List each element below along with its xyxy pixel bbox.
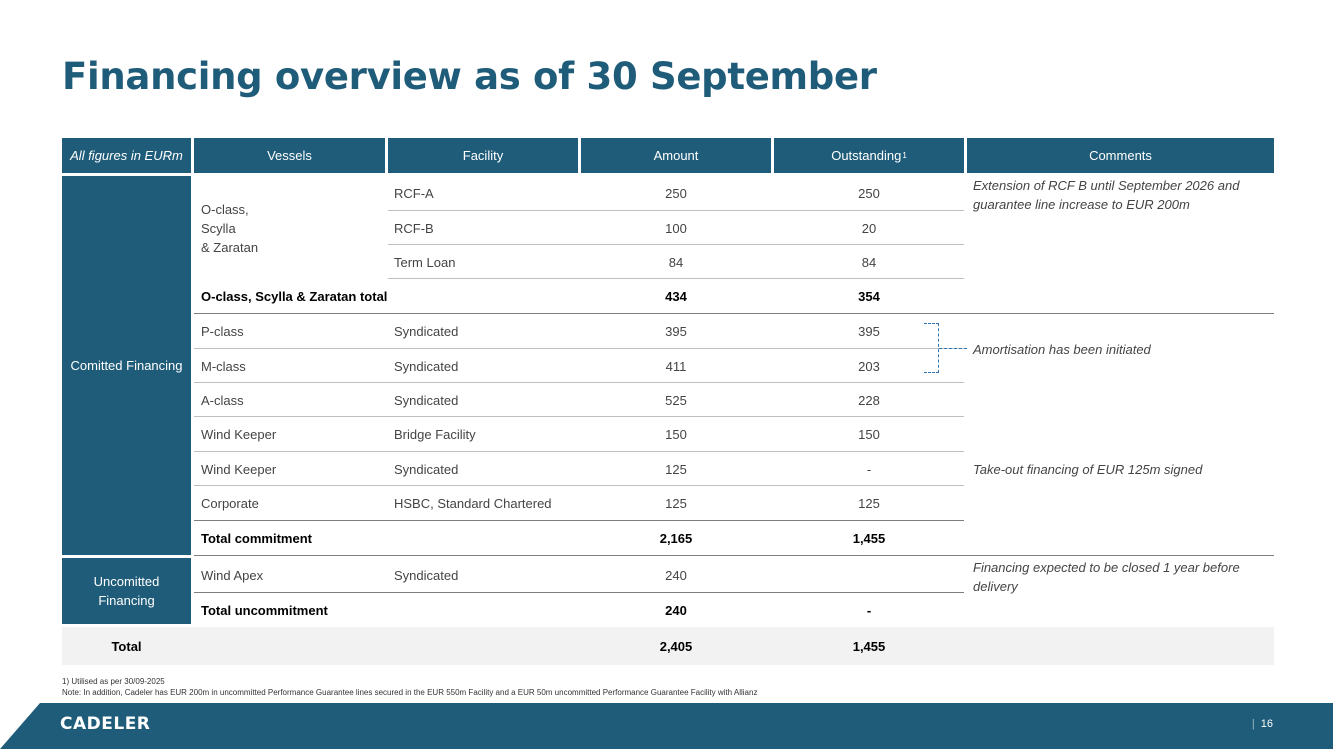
outstanding-cell: 395 <box>858 323 880 339</box>
outstanding-cell <box>774 558 964 592</box>
header-figures-note: All figures in EURm <box>62 138 191 173</box>
comment-takeout: Take-out financing of EUR 125m signed <box>973 462 1203 477</box>
vessel-cell: A-class <box>201 392 244 408</box>
grand-total-amount: 2,405 <box>659 639 693 654</box>
outstanding-cell: 228 <box>858 392 880 408</box>
facility-cell: Bridge Facility <box>394 426 476 442</box>
header-comments: Comments <box>967 138 1274 173</box>
amount-cell: 395 <box>665 323 687 339</box>
vessel-cell: Wind Keeper <box>201 461 277 477</box>
oclass-outstanding-2: 84 <box>861 254 877 270</box>
bracket-connector <box>939 348 967 349</box>
header-outstanding-label: Outstanding <box>831 148 902 163</box>
committed-financing-label: Comitted Financing <box>62 176 191 555</box>
comment-rcf: Extension of RCF B until September 2026 and guarantee line increase to EUR 200m <box>973 178 1240 212</box>
facility-cell: Syndicated <box>394 323 459 339</box>
total-uncommitment-outstanding: - <box>866 602 872 618</box>
oclass-facility-1: RCF-B <box>394 220 434 236</box>
grand-total-label: Total <box>111 639 142 654</box>
amount-cell: 125 <box>665 495 687 511</box>
comment-amortisation: Amortisation has been initiated <box>973 342 1151 357</box>
oclass-total-outstanding: 354 <box>858 288 880 304</box>
facility-cell: HSBC, Standard Chartered <box>394 495 552 511</box>
amount-cell: 411 <box>665 358 687 374</box>
outstanding-cell: 125 <box>858 495 880 511</box>
oclass-vessels: O-class, Scylla & Zaratan <box>201 202 259 255</box>
facility-cell: Syndicated <box>394 461 459 477</box>
header-facility: Facility <box>388 138 578 173</box>
header-outstanding <box>774 138 964 173</box>
oclass-outstanding-1: 20 <box>861 220 877 236</box>
oclass-amount-2: 84 <box>668 254 684 270</box>
total-uncommitment-label: Total uncommitment <box>201 602 328 618</box>
facility-cell: Syndicated <box>394 392 459 408</box>
header-amount: Amount <box>581 138 771 173</box>
footer-notch <box>0 703 40 749</box>
vessel-cell: M-class <box>201 358 246 374</box>
total-commitment-amount: 2,165 <box>659 530 693 546</box>
outstanding-cell: - <box>866 461 872 477</box>
oclass-outstanding-0: 250 <box>858 185 880 201</box>
footnote-note: Note: In addition, Cadeler has EUR 200m in uncommitted Performance Guarantee lines secured in the EUR 550m Facility and a EUR 50m uncommitted Performance Guarantee Facility with Allianz <box>62 688 758 697</box>
oclass-total-amount: 434 <box>665 288 687 304</box>
vessel-cell: Wind Apex <box>201 567 264 583</box>
comment-apex: Financing expected to be closed 1 year before delivery <box>973 560 1240 594</box>
section-divider <box>194 555 1274 556</box>
amortisation-bracket <box>924 323 939 373</box>
oclass-facility-2: Term Loan <box>394 254 456 270</box>
grand-total-outstanding: 1,455 <box>852 639 886 654</box>
outstanding-cell: 203 <box>858 358 880 374</box>
page-number <box>1252 718 1273 730</box>
total-commitment-outstanding: 1,455 <box>852 530 886 546</box>
vessel-cell: P-class <box>201 323 244 339</box>
financing-table <box>62 138 1274 665</box>
facility-cell: Syndicated <box>394 358 459 374</box>
footnote-1: 1) Utilised as per 30/09-2025 <box>62 677 165 686</box>
amount-cell: 525 <box>665 392 687 408</box>
page-separator: | <box>1251 718 1255 730</box>
header-vessels: Vessels <box>194 138 385 173</box>
facility-cell: Syndicated <box>394 567 459 583</box>
oclass-amount-0: 250 <box>665 185 687 201</box>
amount-cell: 150 <box>665 426 687 442</box>
page-number-value: 16 <box>1260 718 1273 730</box>
uncommitted-financing-label: Uncomitted Financing <box>62 558 191 624</box>
oclass-total-label: O-class, Scylla & Zaratan total <box>201 288 388 304</box>
amount-cell: 125 <box>665 461 687 477</box>
page-title: Financing overview as of 30 September <box>62 55 877 98</box>
total-uncommitment-amount: 240 <box>665 602 687 618</box>
outstanding-cell: 150 <box>858 426 880 442</box>
total-commitment-label: Total commitment <box>201 530 312 546</box>
footer-bar <box>0 703 1333 749</box>
oclass-amount-1: 100 <box>665 220 687 236</box>
footnote-marker: 1 <box>902 151 907 160</box>
cadeler-logo: CADELER <box>60 714 151 734</box>
amount-cell: 240 <box>665 567 687 583</box>
vessel-cell: Corporate <box>201 495 259 511</box>
oclass-facility-0: RCF-A <box>394 185 434 201</box>
vessel-cell: Wind Keeper <box>201 426 277 442</box>
